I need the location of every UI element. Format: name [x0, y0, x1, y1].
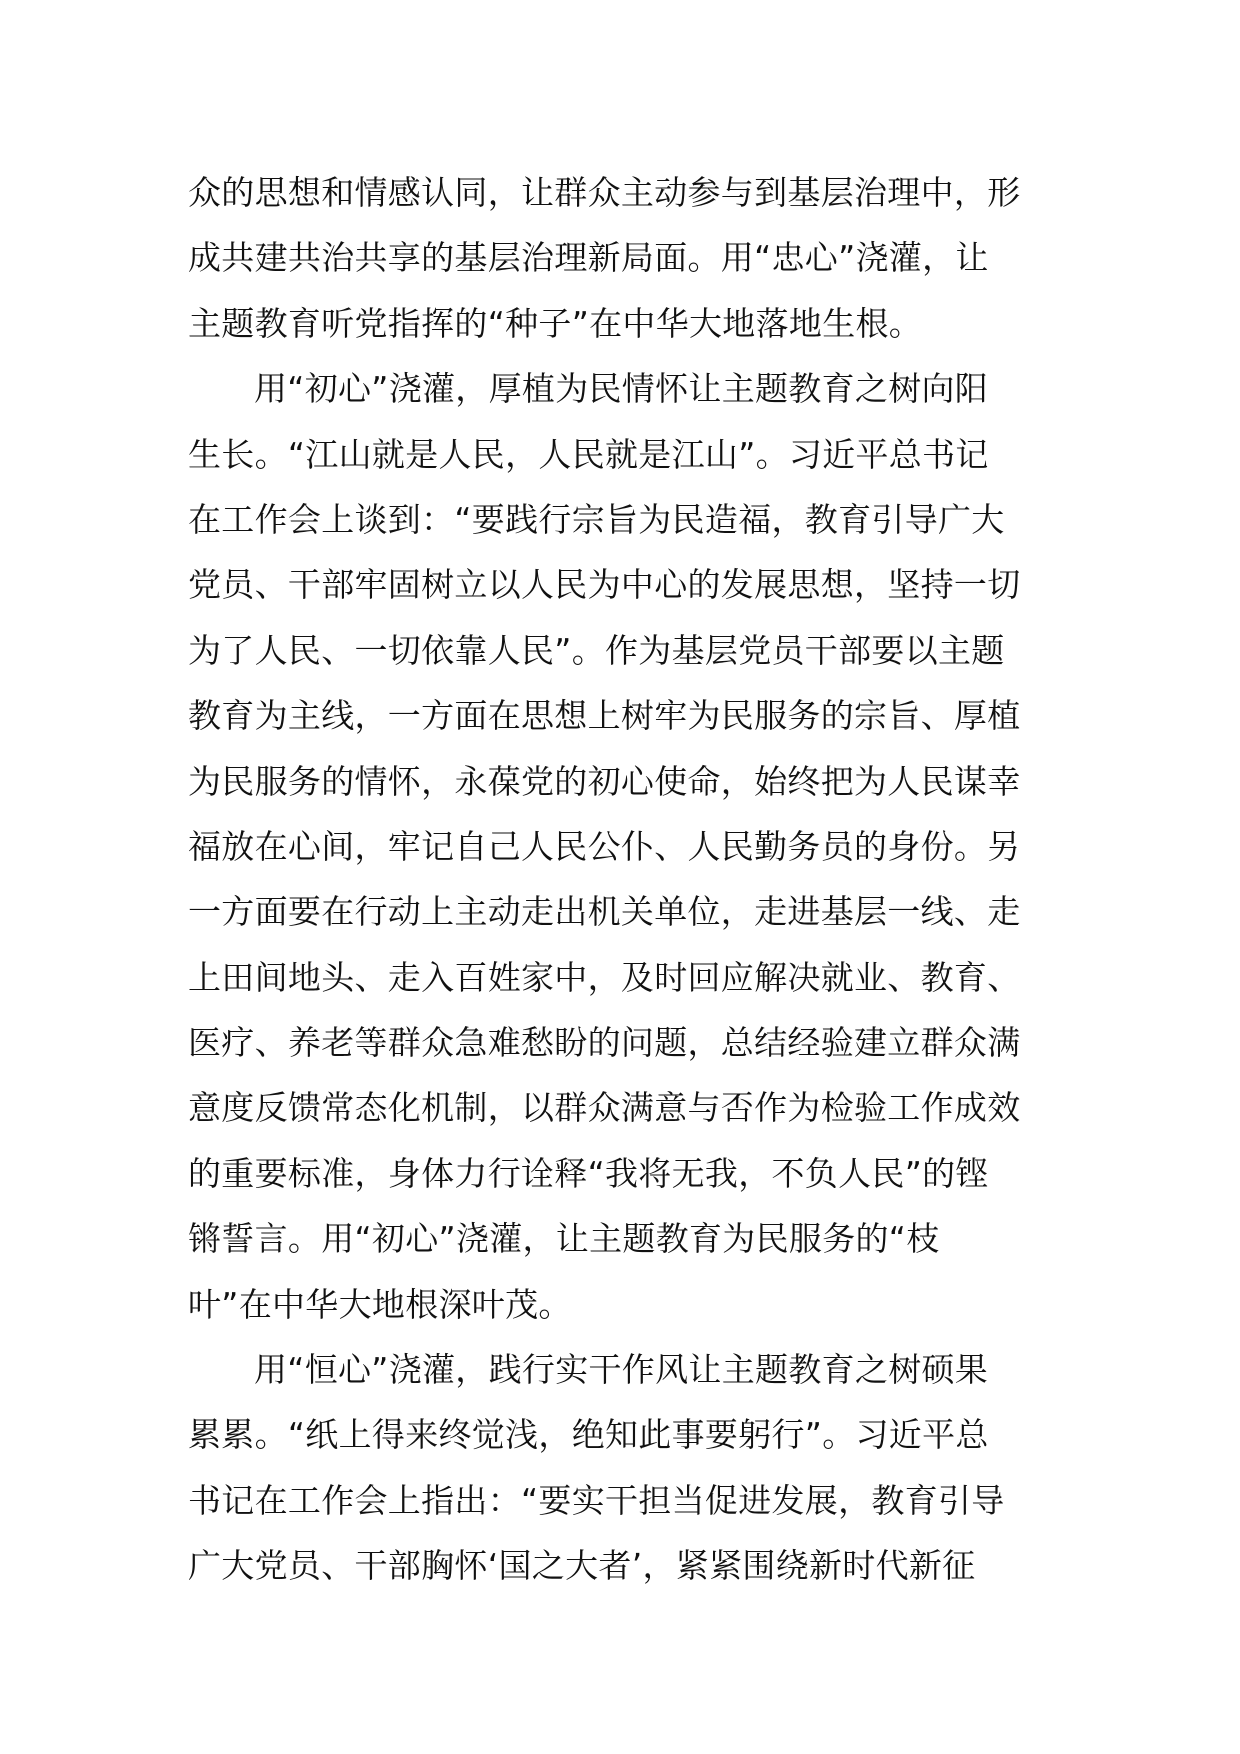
text-line: 生长。“江山就是人民，人民就是江山”。习近平总书记	[188, 434, 989, 474]
text-line: 教育为主线，一方面在思想上树牢为民服务的宗旨、厚植	[188, 696, 1021, 736]
paragraph-first-line: 用“初心”浇灌，厚植为民情怀让主题教育之树向阳	[254, 369, 989, 409]
text-line: 福放在心间，牢记自己人民公仆、人民勤务员的身份。另	[188, 826, 1021, 866]
text-line: 广大党员、干部胸怀‘国之大者’，紧紧围绕新时代新征	[188, 1546, 976, 1586]
text-line: 成共建共治共享的基层治理新局面。用“忠心”浇灌，让	[188, 238, 989, 278]
text-line: 意度反馈常态化机制，以群众满意与否作为检验工作成效	[188, 1088, 1021, 1128]
text-line: 上田间地头、走入百姓家中，及时回应解决就业、教育、	[188, 957, 1021, 997]
body-text	[188, 160, 1058, 1599]
text-line: 在工作会上谈到：“要践行宗旨为民造福，教育引导广大	[188, 499, 1005, 539]
text-line: 的重要标准，身体力行诠释“我将无我，不负人民”的铿	[188, 1153, 989, 1193]
text-line: 主题教育听党指挥的“种子”在中华大地落地生根。	[188, 303, 923, 343]
text-line: 一方面要在行动上主动走出机关单位，走进基层一线、走	[188, 892, 1021, 932]
text-line: 医疗、养老等群众急难愁盼的问题，总结经验建立群众满	[188, 1023, 1021, 1063]
text-line: 叶”在中华大地根深叶茂。	[188, 1284, 572, 1324]
text-line: 累累。“纸上得来终觉浅，绝知此事要躬行”。习近平总	[188, 1415, 989, 1455]
text-line: 书记在工作会上指出：“要实干担当促进发展，教育引导	[188, 1480, 1005, 1520]
paragraph-first-line: 用“恒心”浇灌，践行实干作风让主题教育之树硕果	[254, 1350, 989, 1390]
text-line: 为了人民、一切依靠人民”。作为基层党员干部要以主题	[188, 630, 1005, 670]
text-line: 众的思想和情感认同，让群众主动参与到基层治理中，形	[188, 173, 1021, 212]
text-line: 为民服务的情怀，永葆党的初心使命，始终把为人民谋幸	[188, 761, 1021, 801]
text-line: 党员、干部牢固树立以人民为中心的发展思想，坚持一切	[188, 565, 1021, 605]
text-line: 锵誓言。用“初心”浇灌，让主题教育为民服务的“枝	[188, 1219, 940, 1259]
